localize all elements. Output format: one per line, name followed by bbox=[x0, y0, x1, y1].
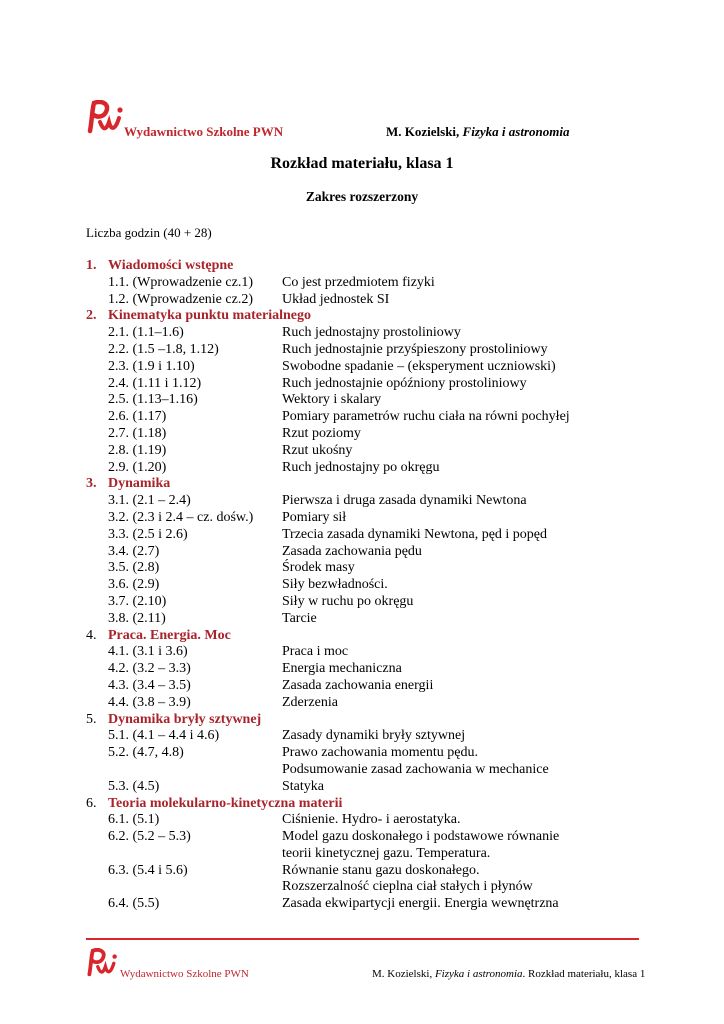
item-topic: Pierwsza i druga zasada dynamiki Newtona bbox=[282, 493, 527, 509]
item-reference: 6.3. (5.4 i 5.6) bbox=[108, 862, 188, 878]
syllabus-list bbox=[86, 258, 646, 913]
section-number: 6. bbox=[86, 795, 97, 811]
section-number: 5. bbox=[86, 711, 97, 727]
item-reference: 3.7. (2.10) bbox=[108, 593, 167, 609]
section-number: 2. bbox=[86, 308, 97, 324]
page-title: Rozkład materiału, klasa 1 bbox=[270, 155, 454, 172]
footer-suffix: . Rozkład materiału, klasa 1 bbox=[522, 968, 646, 980]
hours-count: Liczba godzin (40 + 28) bbox=[86, 225, 212, 240]
item-reference: 3.4. (2.7) bbox=[108, 543, 160, 559]
item-reference: 3.8. (2.11) bbox=[108, 610, 166, 626]
item-reference: 5.3. (4.5) bbox=[108, 778, 160, 794]
item-reference: 4.3. (3.4 – 3.5) bbox=[108, 677, 191, 693]
syllabus-item bbox=[86, 275, 646, 292]
item-reference: 3.2. (2.3 i 2.4 – cz. dośw.) bbox=[108, 509, 254, 525]
item-topic: Tarcie bbox=[282, 610, 317, 626]
section-number: 3. bbox=[86, 476, 97, 492]
item-topic: Pomiary parametrów ruchu ciała na równi pochyłej bbox=[282, 409, 570, 425]
section-heading bbox=[86, 258, 646, 275]
syllabus-item bbox=[86, 594, 646, 611]
item-reference: 6.2. (5.2 – 5.3) bbox=[108, 829, 191, 845]
item-reference: 3.3. (2.5 i 2.6) bbox=[108, 526, 188, 542]
syllabus-item bbox=[86, 611, 646, 628]
syllabus-item bbox=[86, 695, 646, 712]
syllabus-item bbox=[86, 644, 646, 661]
syllabus-item bbox=[86, 527, 646, 544]
syllabus-item bbox=[86, 342, 646, 359]
item-topic: Statyka bbox=[282, 778, 324, 794]
syllabus-item bbox=[86, 678, 646, 695]
syllabus-item bbox=[86, 359, 646, 376]
section-number: 1. bbox=[86, 258, 97, 273]
section-title: Dynamika bryły sztywnej bbox=[108, 711, 262, 727]
syllabus-item bbox=[86, 493, 646, 510]
section-heading bbox=[86, 796, 646, 813]
syllabus-item bbox=[86, 762, 646, 779]
item-reference bbox=[86, 846, 282, 863]
header-publisher: Wydawnictwo Szkolne PWN bbox=[124, 124, 284, 139]
item-topic: Środek masy bbox=[282, 560, 355, 576]
item-topic: Wektory i skalary bbox=[282, 392, 382, 408]
item-topic: Zasada zachowania energii bbox=[282, 677, 434, 693]
item-topic: Siły w ruchu po okręgu bbox=[282, 593, 414, 609]
syllabus-item bbox=[86, 460, 646, 477]
item-reference: 2.4. (1.11 i 1.12) bbox=[108, 375, 202, 391]
syllabus-item bbox=[86, 812, 646, 829]
item-topic: Rozszerzalność cieplna ciał stałych i płynów bbox=[282, 879, 533, 895]
item-topic: Zasada ekwipartycji energii. Energia wewnętrzna bbox=[282, 896, 559, 912]
page-subtitle: Zakres rozszerzony bbox=[305, 189, 419, 204]
section-title: Dynamika bbox=[108, 476, 171, 492]
item-reference: 4.2. (3.2 – 3.3) bbox=[108, 661, 191, 677]
syllabus-item bbox=[86, 879, 646, 896]
pwn-logo-icon bbox=[86, 948, 118, 977]
syllabus-item bbox=[86, 426, 646, 443]
syllabus-item bbox=[86, 577, 646, 594]
item-topic: Model gazu doskonałego i podstawowe równanie bbox=[282, 829, 560, 845]
item-topic: Energia mechaniczna bbox=[282, 661, 402, 677]
item-topic: Ruch jednostajnie przyśpieszony prostoliniowy bbox=[282, 341, 548, 357]
syllabus-item bbox=[86, 392, 646, 409]
item-topic: Rzut poziomy bbox=[282, 425, 361, 441]
item-topic: Pomiary sił bbox=[282, 509, 347, 525]
footer-divider bbox=[86, 938, 639, 940]
header-author-name: M. Kozielski, bbox=[386, 124, 460, 139]
syllabus-item bbox=[86, 376, 646, 393]
item-topic: Siły bezwładności. bbox=[282, 577, 388, 593]
item-reference: 4.1. (3.1 i 3.6) bbox=[108, 644, 188, 660]
section-heading bbox=[86, 628, 646, 645]
syllabus-item bbox=[86, 544, 646, 561]
item-reference: 5.1. (4.1 – 4.4 i 4.6) bbox=[108, 728, 220, 744]
item-topic: Zasada zachowania pędu bbox=[282, 543, 422, 559]
syllabus-item bbox=[86, 829, 646, 846]
syllabus-item bbox=[86, 728, 646, 745]
section-title: Kinematyka punktu materialnego bbox=[108, 308, 312, 324]
syllabus-item bbox=[86, 661, 646, 678]
item-topic: Prawo zachowania momentu pędu. bbox=[282, 745, 478, 761]
footer-citation bbox=[372, 968, 645, 980]
syllabus-item bbox=[86, 896, 646, 913]
section-heading bbox=[86, 308, 646, 325]
syllabus-item bbox=[86, 779, 646, 796]
item-topic: Praca i moc bbox=[282, 644, 349, 660]
item-reference: 2.8. (1.19) bbox=[108, 442, 167, 458]
item-reference: 6.4. (5.5) bbox=[108, 896, 160, 912]
item-topic: Podsumowanie zasad zachowania w mechanice bbox=[282, 761, 549, 777]
item-reference: 3.5. (2.8) bbox=[108, 560, 160, 576]
item-reference: 2.1. (1.1–1.6) bbox=[108, 325, 184, 341]
item-topic: Ruch jednostajnie opóźniony prostoliniowy bbox=[282, 375, 527, 391]
syllabus-item bbox=[86, 745, 646, 762]
syllabus-item bbox=[86, 863, 646, 880]
item-reference: 2.6. (1.17) bbox=[108, 409, 167, 425]
syllabus-item bbox=[86, 409, 646, 426]
item-topic: Równanie stanu gazu doskonałego. bbox=[282, 862, 480, 878]
item-reference: 3.1. (2.1 – 2.4) bbox=[108, 493, 191, 509]
header-book-title: Fizyka i astronomia bbox=[462, 124, 570, 139]
section-number: 4. bbox=[86, 627, 97, 643]
item-topic: teorii kinetycznej gazu. Temperatura. bbox=[282, 845, 491, 861]
item-topic: Trzecia zasada dynamiki Newtona, pęd i popęd bbox=[282, 526, 548, 542]
item-topic: Zasady dynamiki bryły sztywnej bbox=[282, 728, 466, 744]
item-topic: Ciśnienie. Hydro- i aerostatyka. bbox=[282, 812, 461, 828]
item-reference bbox=[86, 762, 282, 779]
footer-book-title: Fizyka i astronomia bbox=[434, 968, 523, 980]
item-reference: 1.1. (Wprowadzenie cz.1) bbox=[108, 274, 253, 290]
section-title: Teoria molekularno-kinetyczna materii bbox=[108, 795, 343, 811]
section-heading bbox=[86, 476, 646, 493]
item-reference bbox=[86, 879, 282, 896]
section-heading bbox=[86, 712, 646, 729]
footer-author: M. Kozielski, bbox=[372, 968, 433, 980]
item-topic: Swobodne spadanie – (eksperyment uczniowski) bbox=[282, 358, 556, 374]
item-topic: Co jest przedmiotem fizyki bbox=[282, 274, 435, 290]
item-topic: Ruch jednostajny po okręgu bbox=[282, 459, 440, 475]
item-reference: 2.3. (1.9 i 1.10) bbox=[108, 358, 195, 374]
item-reference: 6.1. (5.1) bbox=[108, 812, 160, 828]
section-title: Wiadomości wstępne bbox=[108, 258, 234, 273]
item-topic: Rzut ukośny bbox=[282, 442, 353, 458]
item-reference: 4.4. (3.8 – 3.9) bbox=[108, 694, 191, 710]
item-reference: 5.2. (4.7, 4.8) bbox=[108, 745, 184, 761]
item-reference: 1.2. (Wprowadzenie cz.2) bbox=[108, 291, 253, 307]
syllabus-item bbox=[86, 846, 646, 863]
item-topic: Układ jednostek SI bbox=[282, 291, 390, 307]
item-reference: 2.9. (1.20) bbox=[108, 459, 167, 475]
item-reference: 3.6. (2.9) bbox=[108, 577, 160, 593]
item-topic: Zderzenia bbox=[282, 694, 338, 710]
syllabus-item bbox=[86, 292, 646, 309]
item-topic: Ruch jednostajny prostoliniowy bbox=[282, 325, 461, 341]
syllabus-item bbox=[86, 443, 646, 460]
syllabus-item bbox=[86, 560, 646, 577]
footer-publisher: Wydawnictwo Szkolne PWN bbox=[120, 968, 249, 980]
header-author bbox=[386, 124, 569, 140]
item-reference: 2.7. (1.18) bbox=[108, 425, 167, 441]
item-reference: 2.5. (1.13–1.16) bbox=[108, 392, 198, 408]
section-title: Praca. Energia. Moc bbox=[108, 627, 231, 643]
pwn-logo-icon bbox=[86, 100, 124, 134]
syllabus-item bbox=[86, 325, 646, 342]
syllabus-item bbox=[86, 510, 646, 527]
item-reference: 2.2. (1.5 –1.8, 1.12) bbox=[108, 341, 219, 357]
